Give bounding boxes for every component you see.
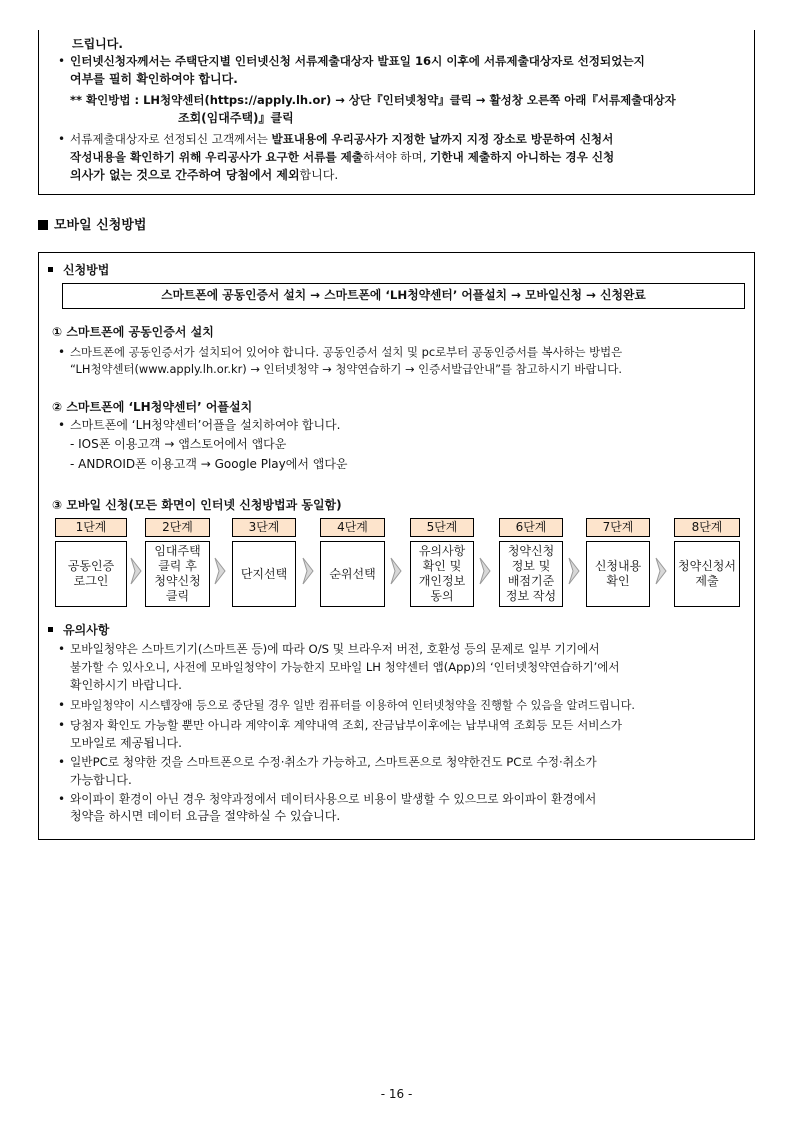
bullet-dot: • (58, 792, 66, 806)
step2-title: ② 스마트폰에 ‘LH청약센터’ 어플설치 (52, 400, 253, 414)
page-number: - 16 - (380, 1087, 413, 1101)
method-header-text: 신청방법 (63, 263, 110, 277)
step-desc-3: 단지선택 (232, 541, 296, 607)
chevron-right-icon (389, 556, 405, 586)
step-desc-4: 순위선택 (320, 541, 385, 607)
chevron-right-icon (301, 556, 317, 586)
step-desc-6: 청약신청 정보 및 배점기준 정보 작성 (499, 541, 563, 607)
notice-2-line3 (70, 167, 338, 184)
step2-line3: - ANDROID폰 이용고객 → Google Play에서 앱다운 (70, 457, 348, 471)
notice-1-sub2: 조회(임대주택)』클릭 (178, 111, 294, 125)
notice-2-line3b: 합니다. (299, 168, 339, 182)
notice-1-line1: 인터넷신청자께서는 주택단지별 인터넷신청 서류제출대상자 발표일 16시 이후에 서류제출대상자로 선정되었는지 (70, 54, 645, 68)
note-5-line2: 청약을 하시면 데이터 요금을 절약하실 수 있습니다. (70, 809, 341, 823)
step-label-4: 4단계 (320, 518, 385, 537)
step3-title: ③ 모바일 신청(모든 화면이 인터넷 신청방법과 동일함) (52, 498, 342, 512)
note-2-line1: 모바일청약이 시스템장애 등으로 중단될 경우 일반 컴퓨터를 이용하여 인터넷청약을 진행할 수 있음을 알려드립니다. (70, 699, 635, 712)
small-square-bullet-icon (48, 627, 53, 632)
section-title-text: 모바일 신청방법 (54, 218, 147, 233)
step2-line2: - IOS폰 이용고객 → 앱스토어에서 앱다운 (70, 437, 287, 451)
note-5-line1: 와이파이 환경이 아닌 경우 청약과정에서 데이터사용으로 비용이 발생할 수 있으므로 와이파이 환경에서 (70, 792, 597, 806)
step-label-1: 1단계 (55, 518, 127, 537)
square-bullet-icon (38, 220, 48, 230)
section-title (38, 217, 146, 234)
method-header (48, 262, 109, 279)
notice-2-line2 (70, 149, 614, 166)
bullet-dot: • (58, 718, 66, 732)
chevron-right-icon (654, 556, 670, 586)
step-label-2: 2단계 (145, 518, 210, 537)
chevron-right-icon (567, 556, 583, 586)
note-1-line3: 확인하시기 바랍니다. (70, 678, 182, 692)
bullet-dot: • (58, 345, 66, 359)
step-label-8: 8단계 (674, 518, 740, 537)
step-label-3: 3단계 (232, 518, 296, 537)
step-label-6: 6단계 (499, 518, 563, 537)
step2-line1: 스마트폰에 ‘LH청약센터’어플을 설치하여야 합니다. (70, 418, 341, 432)
bullet-dot: • (58, 698, 66, 712)
notice-1-line2: 여부를 필히 확인하여야 합니다. (70, 72, 238, 86)
small-square-bullet-icon (48, 267, 53, 272)
note-3-line1: 당첨자 확인도 가능할 뿐만 아니라 계약이후 계약내역 조회, 잔금납부이후에는 납부내역 조회등 모든 서비스가 (70, 718, 622, 732)
step-label-7: 7단계 (586, 518, 650, 537)
chevron-right-icon (213, 556, 229, 586)
notice-2-line1a: 서류제출대상자로 선정되신 고객께서는 (70, 132, 272, 146)
note-4-line2: 가능합니다. (70, 773, 132, 787)
note-1-line1: 모바일청약은 스마트기기(스마트폰 등)에 따라 O/S 및 브라우저 버전, 호환성 등의 문제로 일부 기기에서 (70, 642, 600, 656)
bullet-dot: • (58, 418, 66, 432)
step-label-5: 5단계 (410, 518, 474, 537)
notice-2-line2b: 하셔야 하며, (363, 150, 431, 164)
bullet-dot: • (58, 755, 66, 769)
chevron-right-icon (129, 556, 145, 586)
bullet-dot: • (58, 132, 66, 146)
step1-line1: 스마트폰에 공동인증서가 설치되어 있어야 합니다. 공동인증서 설치 및 pc로부터 공동인증서를 복사하는 방법은 (70, 345, 623, 359)
notes-header-text: 유의사항 (63, 623, 110, 637)
chevron-right-icon (478, 556, 494, 586)
notice-2-line2a: 작성내용을 확인하기 위해 우리공사가 요구한 서류를 제출 (70, 150, 364, 164)
top-line0: 드립니다. (72, 37, 123, 51)
step1-line2: “LH청약센터(www.apply.lh.or.kr) → 인터넷청약 → 청약연습하기 → 인증서발급안내”를 참고하시기 바랍니다. (70, 362, 622, 376)
bullet-dot: • (58, 642, 66, 656)
step-desc-2: 임대주택 클릭 후 청약신청 클릭 (145, 541, 210, 607)
step-desc-8: 청약신청서 제출 (674, 541, 740, 607)
notice-1-sub1: ** 확인방법 : LH청약센터(https://apply.lh.or) → 상단『인터넷청약』클릭 → 활성창 오른쪽 아래『서류제출대상자 (70, 93, 676, 107)
notice-2-line1 (70, 131, 613, 148)
note-1-line2: 불가할 수 있사오니, 사전에 모바일청약이 가능한지 모바일 LH 청약센터 앱(App)의 ‘인터넷청약연습하기’에서 (70, 660, 620, 674)
note-4-line1: 일반PC로 청약한 것을 스마트폰으로 수정·취소가 가능하고, 스마트폰으로 청약한건도 PC로 수정·취소가 (70, 755, 597, 769)
bullet-dot: • (58, 54, 66, 68)
step1-title: ① 스마트폰에 공동인증서 설치 (52, 325, 214, 339)
step-desc-1: 공동인증 로그인 (55, 541, 127, 607)
step-desc-7: 신청내용 확인 (586, 541, 650, 607)
step-desc-5: 유의사항 확인 및 개인정보 동의 (410, 541, 474, 607)
notes-header (48, 622, 109, 639)
method-flow: 스마트폰에 공동인증서 설치 → 스마트폰에 ‘LH청약센터’ 어플설치 → 모바일신청 → 신청완료 (161, 288, 646, 302)
note-3-line2: 모바일로 제공됩니다. (70, 736, 182, 750)
notice-2-line1b: 발표내용에 우리공사가 지정한 날까지 지정 장소로 방문하여 신청서 (271, 132, 614, 146)
notice-2-line3a: 의사가 없는 것으로 간주하여 당첨에서 제외 (70, 168, 300, 182)
notice-2-line2c: 기한내 제출하지 아니하는 경우 신청 (430, 150, 615, 164)
